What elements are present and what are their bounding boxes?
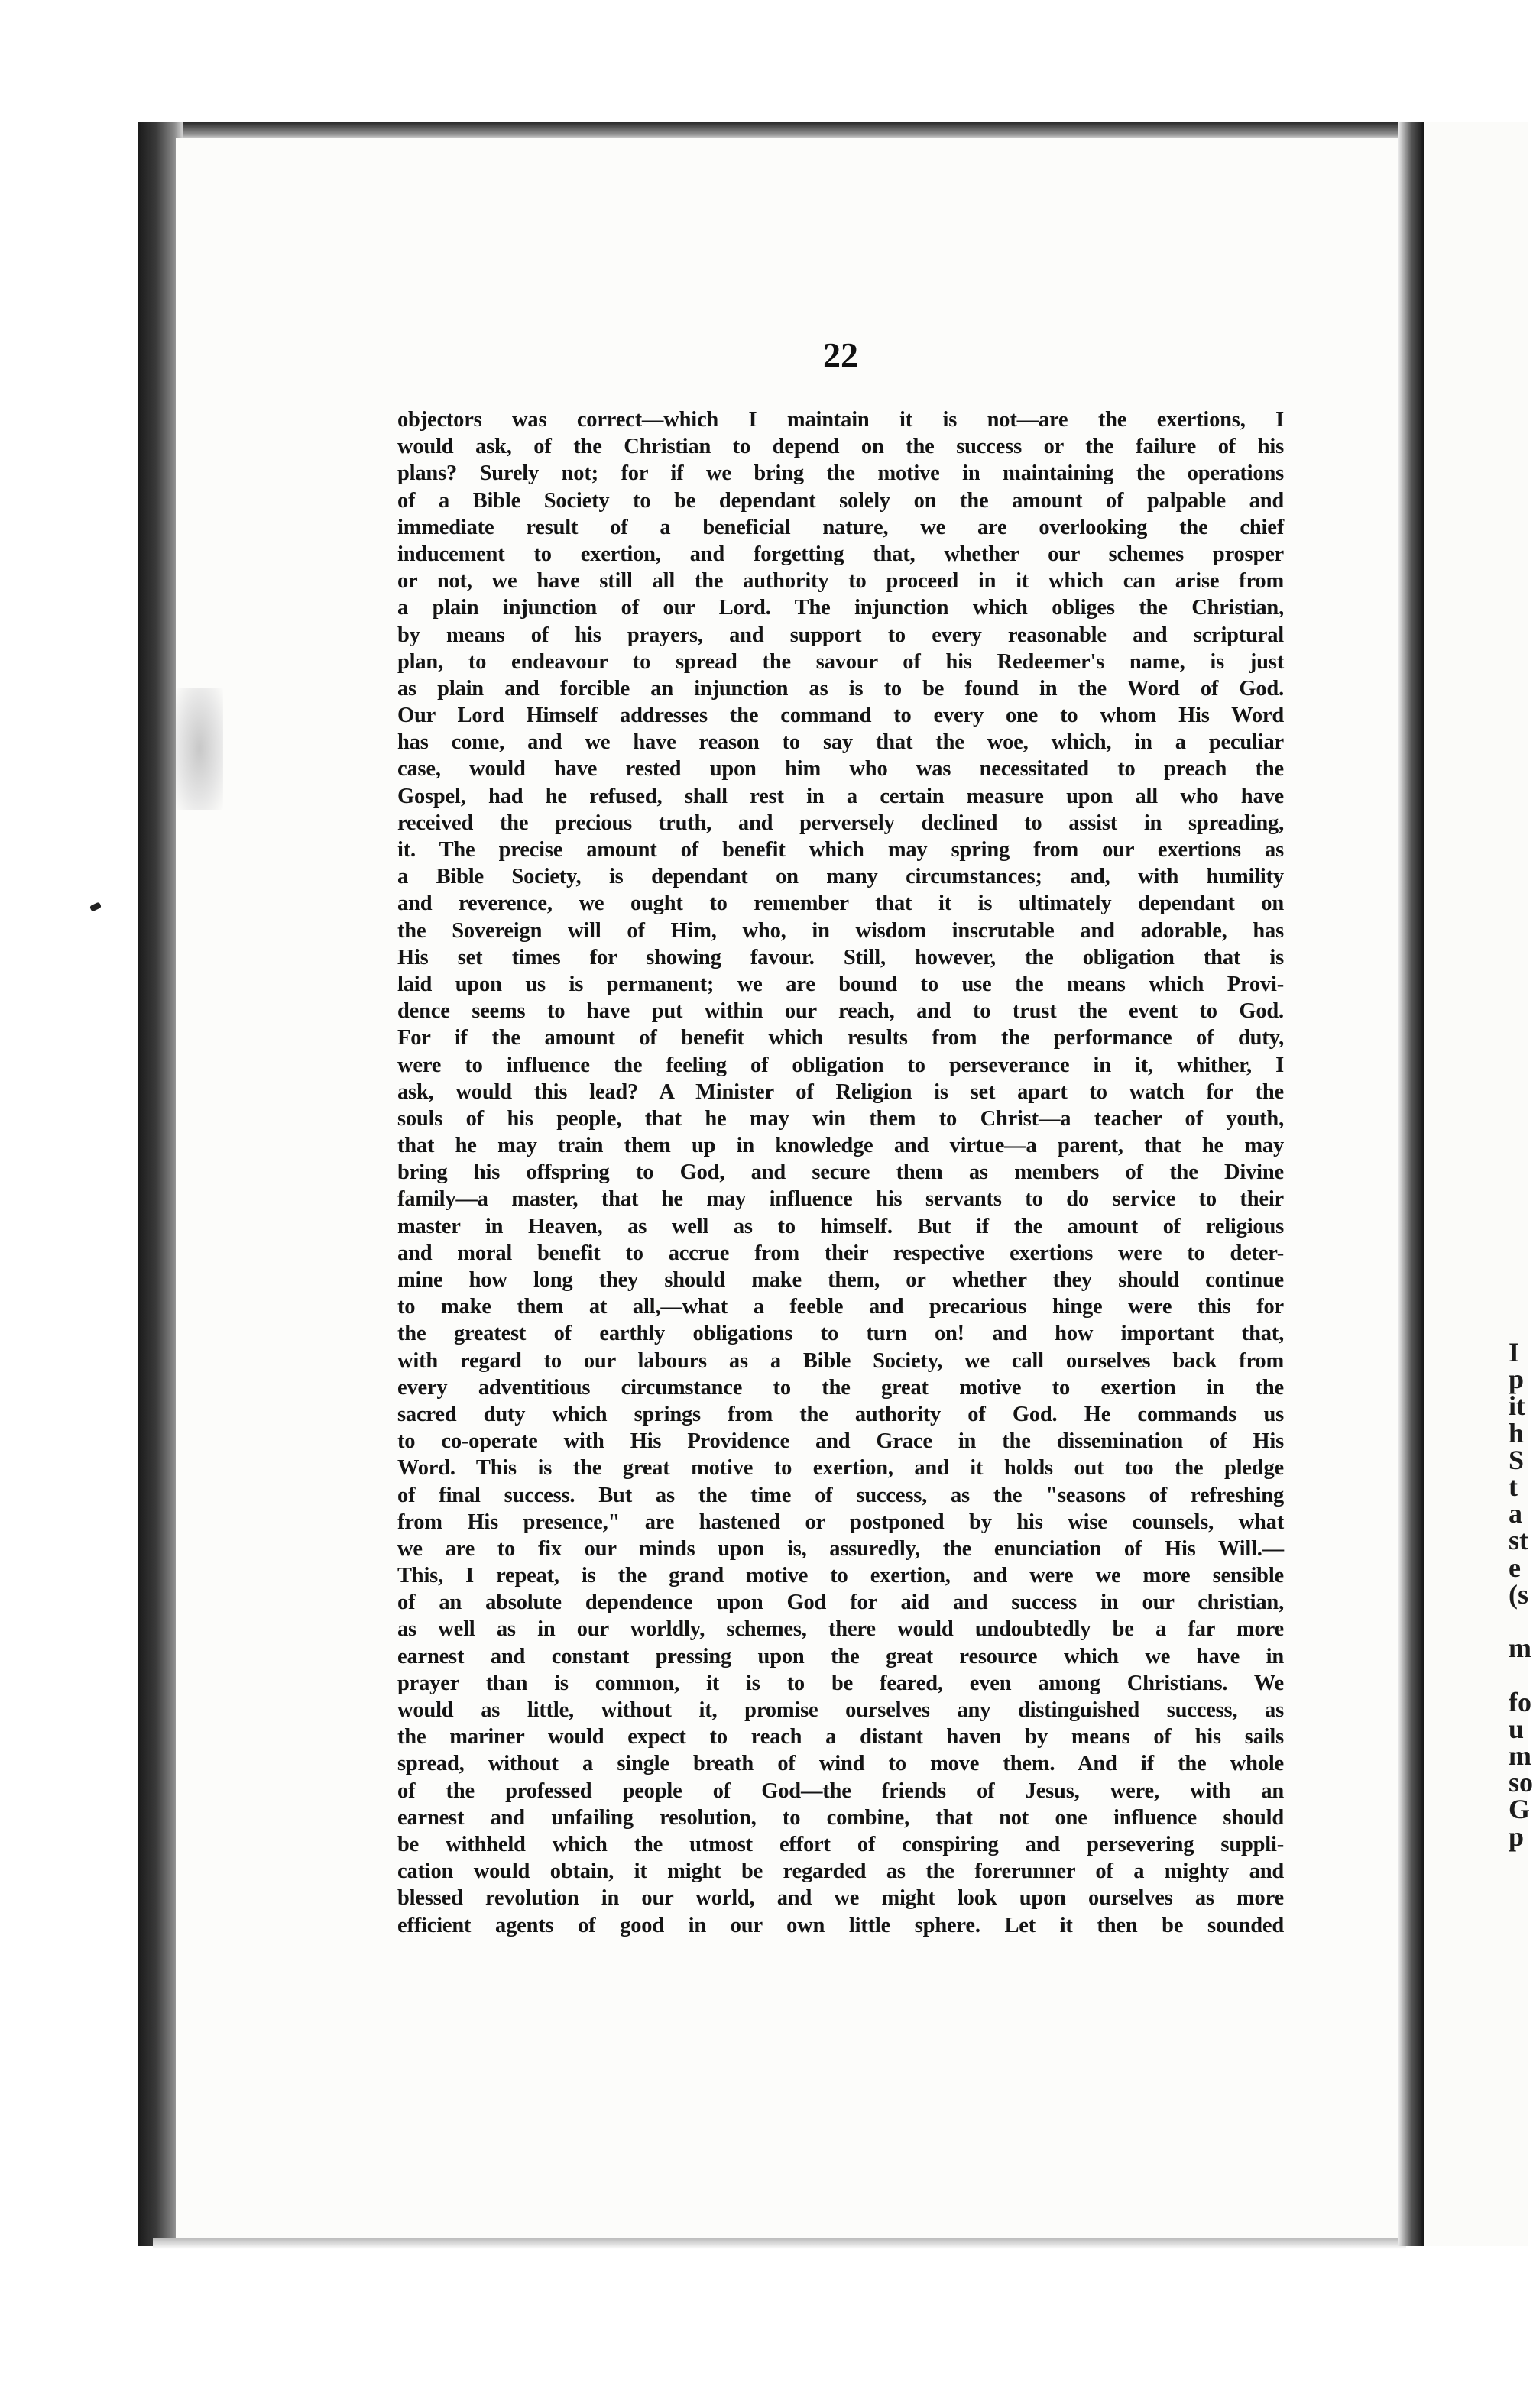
text-line: of an absolute dependence upon God for aid and success in our christian,	[397, 1591, 1284, 1615]
text-line: and reverence, we ought to remember that it is ultimately dependant on	[397, 892, 1284, 916]
text-line: master in Heaven, as well as to himself. But if the amount of religious	[397, 1214, 1284, 1238]
text-line: as plain and forcible an injunction as is to be found in the Word of God.	[397, 676, 1284, 701]
text-line: family—a master, that he may influence his servants to do service to their	[397, 1187, 1284, 1212]
text-line: This, I repeat, is the grand motive to exertion, and were we more sensible	[397, 1564, 1284, 1588]
text-line: blessed revolution in our world, and we might look upon ourselves as more	[397, 1886, 1284, 1911]
adjacent-page-fragment: h	[1509, 1417, 1525, 1448]
text-line: bring his offspring to God, and secure them as members of the Divine	[397, 1160, 1284, 1185]
text-line: case, would have rested upon him who was necessitated to preach the	[397, 757, 1284, 782]
text-line: of the professed people of God—the friends of Jesus, were, with an	[397, 1778, 1284, 1803]
text-line: Gospel, had he refused, shall rest in a certain measure upon all who have	[397, 784, 1284, 808]
text-line: would as little, without it, promise ourselves any distinguished success, as	[397, 1698, 1284, 1722]
adjacent-page	[1424, 122, 1533, 2246]
text-line: received the precious truth, and perversely declined to assist in spreading,	[397, 811, 1284, 835]
text-line: that he may train them up in knowledge and virtue—a parent, that he may	[397, 1134, 1284, 1158]
text-line: cation would obtain, it might be regarded as the forerunner of a mighty and	[397, 1859, 1284, 1884]
text-line: the greatest of earthly obligations to turn on! and how important that,	[397, 1322, 1284, 1346]
text-line: of final success. But as the time of success, as the "seasons of refreshing	[397, 1483, 1284, 1507]
text-line: would ask, of the Christian to depend on the success or the failure of his	[397, 435, 1284, 459]
text-line: we are to fix our minds upon is, assuredly, the enunciation of His Will.—	[397, 1536, 1284, 1561]
text-line: prayer than is common, it is to be feared, even among Christians. We	[397, 1671, 1284, 1695]
book-gutter	[1398, 122, 1424, 2246]
binding-smudge	[176, 688, 223, 810]
text-line: the Sovereign will of Him, who, in wisdom inscrutable and adorable, has	[397, 918, 1284, 943]
text-line: Our Lord Himself addresses the command to every one to whom His Word	[397, 704, 1284, 728]
text-line: a Bible Society, is dependant on many circumstances; and, with humility	[397, 865, 1284, 889]
adjacent-page-fragment: u	[1509, 1713, 1525, 1744]
text-line: His set times for showing favour. Still, however, the obligation that is	[397, 945, 1284, 969]
text-line: laid upon us is permanent; we are bound to use the means which Provi-	[397, 972, 1284, 996]
text-line: efficient agents of good in our own little sphere. Let it then be sounded	[397, 1913, 1284, 1937]
text-line: plan, to endeavour to spread the savour of his Redeemer's name, is just	[397, 649, 1284, 674]
adjacent-page-fragment: st	[1509, 1525, 1528, 1556]
text-line: objectors was correct—which I maintain it is not—are the exertions, I	[397, 408, 1284, 432]
adjacent-page-fragment: S	[1509, 1444, 1525, 1475]
text-line: immediate result of a beneficial nature, we are overlooking the chief	[397, 515, 1284, 539]
text-line: it. The precise amount of benefit which may spring from our exertions as	[397, 838, 1284, 862]
text-line: For if the amount of benefit which results from the performance of duty,	[397, 1026, 1284, 1050]
adjacent-page-fragment: m	[1509, 1740, 1531, 1771]
adjacent-page-fragment: t	[1509, 1471, 1518, 1502]
text-line: with regard to our labours as a Bible Society, we call ourselves back from	[397, 1348, 1284, 1373]
adjacent-page-fragment: it	[1509, 1390, 1525, 1422]
text-line: of a Bible Society to be dependant solely on the amount of palpable and	[397, 488, 1284, 513]
page-number: 22	[823, 335, 858, 374]
text-line: plans? Surely not; for if we bring the motive in maintaining the operations	[397, 461, 1284, 486]
adjacent-page-fragment: e	[1509, 1552, 1521, 1583]
text-line: and moral benefit to accrue from their respective exertions were to deter-	[397, 1241, 1284, 1265]
text-line: from His presence," are hastened or postponed by his wise counsels, what	[397, 1510, 1284, 1534]
text-line: every adventitious circumstance to the great motive to exertion in the	[397, 1375, 1284, 1400]
text-line: earnest and constant pressing upon the great resource which we have in	[397, 1644, 1284, 1668]
text-line: or not, we have still all the authority to proceed in it which can arise from	[397, 569, 1284, 594]
body-text	[397, 406, 1284, 1939]
page-bottom-edge	[153, 2238, 1406, 2249]
adjacent-page-fragment: m	[1509, 1633, 1531, 1664]
text-line: as well as in our worldly, schemes, there would undoubtedly be a far more	[397, 1617, 1284, 1642]
text-line: to make them at all,—what a feeble and precarious hinge were this for	[397, 1295, 1284, 1319]
text-line: has come, and we have reason to say that the woe, which, in a peculiar	[397, 730, 1284, 755]
adjacent-page-fragment: p	[1509, 1821, 1525, 1852]
adjacent-page-fragment: so	[1509, 1767, 1533, 1798]
text-line: spread, without a single breath of wind to move them. And if the whole	[397, 1752, 1284, 1776]
adjacent-page-fragment: (s	[1509, 1578, 1528, 1610]
adjacent-page-fragment: p	[1509, 1364, 1525, 1395]
text-line: sacred duty which springs from the authority of God. He commands us	[397, 1402, 1284, 1426]
adjacent-page-fragment: a	[1509, 1498, 1522, 1529]
text-line: to co-operate with His Providence and Grace in the dissemination of His	[397, 1429, 1284, 1454]
text-line: Word. This is the great motive to exertion, and it holds out too the pledge	[397, 1456, 1284, 1481]
text-line: a plain injunction of our Lord. The injunction which obliges the Christian,	[397, 596, 1284, 620]
text-line: mine how long they should make them, or whether they should continue	[397, 1268, 1284, 1292]
adjacent-page-fragment: fo	[1509, 1686, 1531, 1717]
text-line: earnest and unfailing resolution, to combine, that not one influence should	[397, 1805, 1284, 1830]
adjacent-page-fragment: I	[1509, 1337, 1520, 1367]
text-line: by means of his prayers, and support to every reasonable and scriptural	[397, 623, 1284, 647]
text-line: the mariner would expect to reach a distant haven by means of his sails	[397, 1725, 1284, 1749]
text-line: were to influence the feeling of obligation to perseverance in it, whither, I	[397, 1053, 1284, 1077]
adjacent-page-fragment: G	[1509, 1794, 1531, 1825]
text-line: souls of his people, that he may win them to Christ—a teacher of youth,	[397, 1106, 1284, 1131]
text-line: dence seems to have put within our reach, and to trust the event to God.	[397, 999, 1284, 1024]
text-line: be withheld which the utmost effort of conspiring and persevering suppli-	[397, 1832, 1284, 1856]
text-line: ask, would this lead? A Minister of Religion is set apart to watch for the	[397, 1079, 1284, 1104]
text-line: inducement to exertion, and forgetting that, whether our schemes prosper	[397, 542, 1284, 566]
